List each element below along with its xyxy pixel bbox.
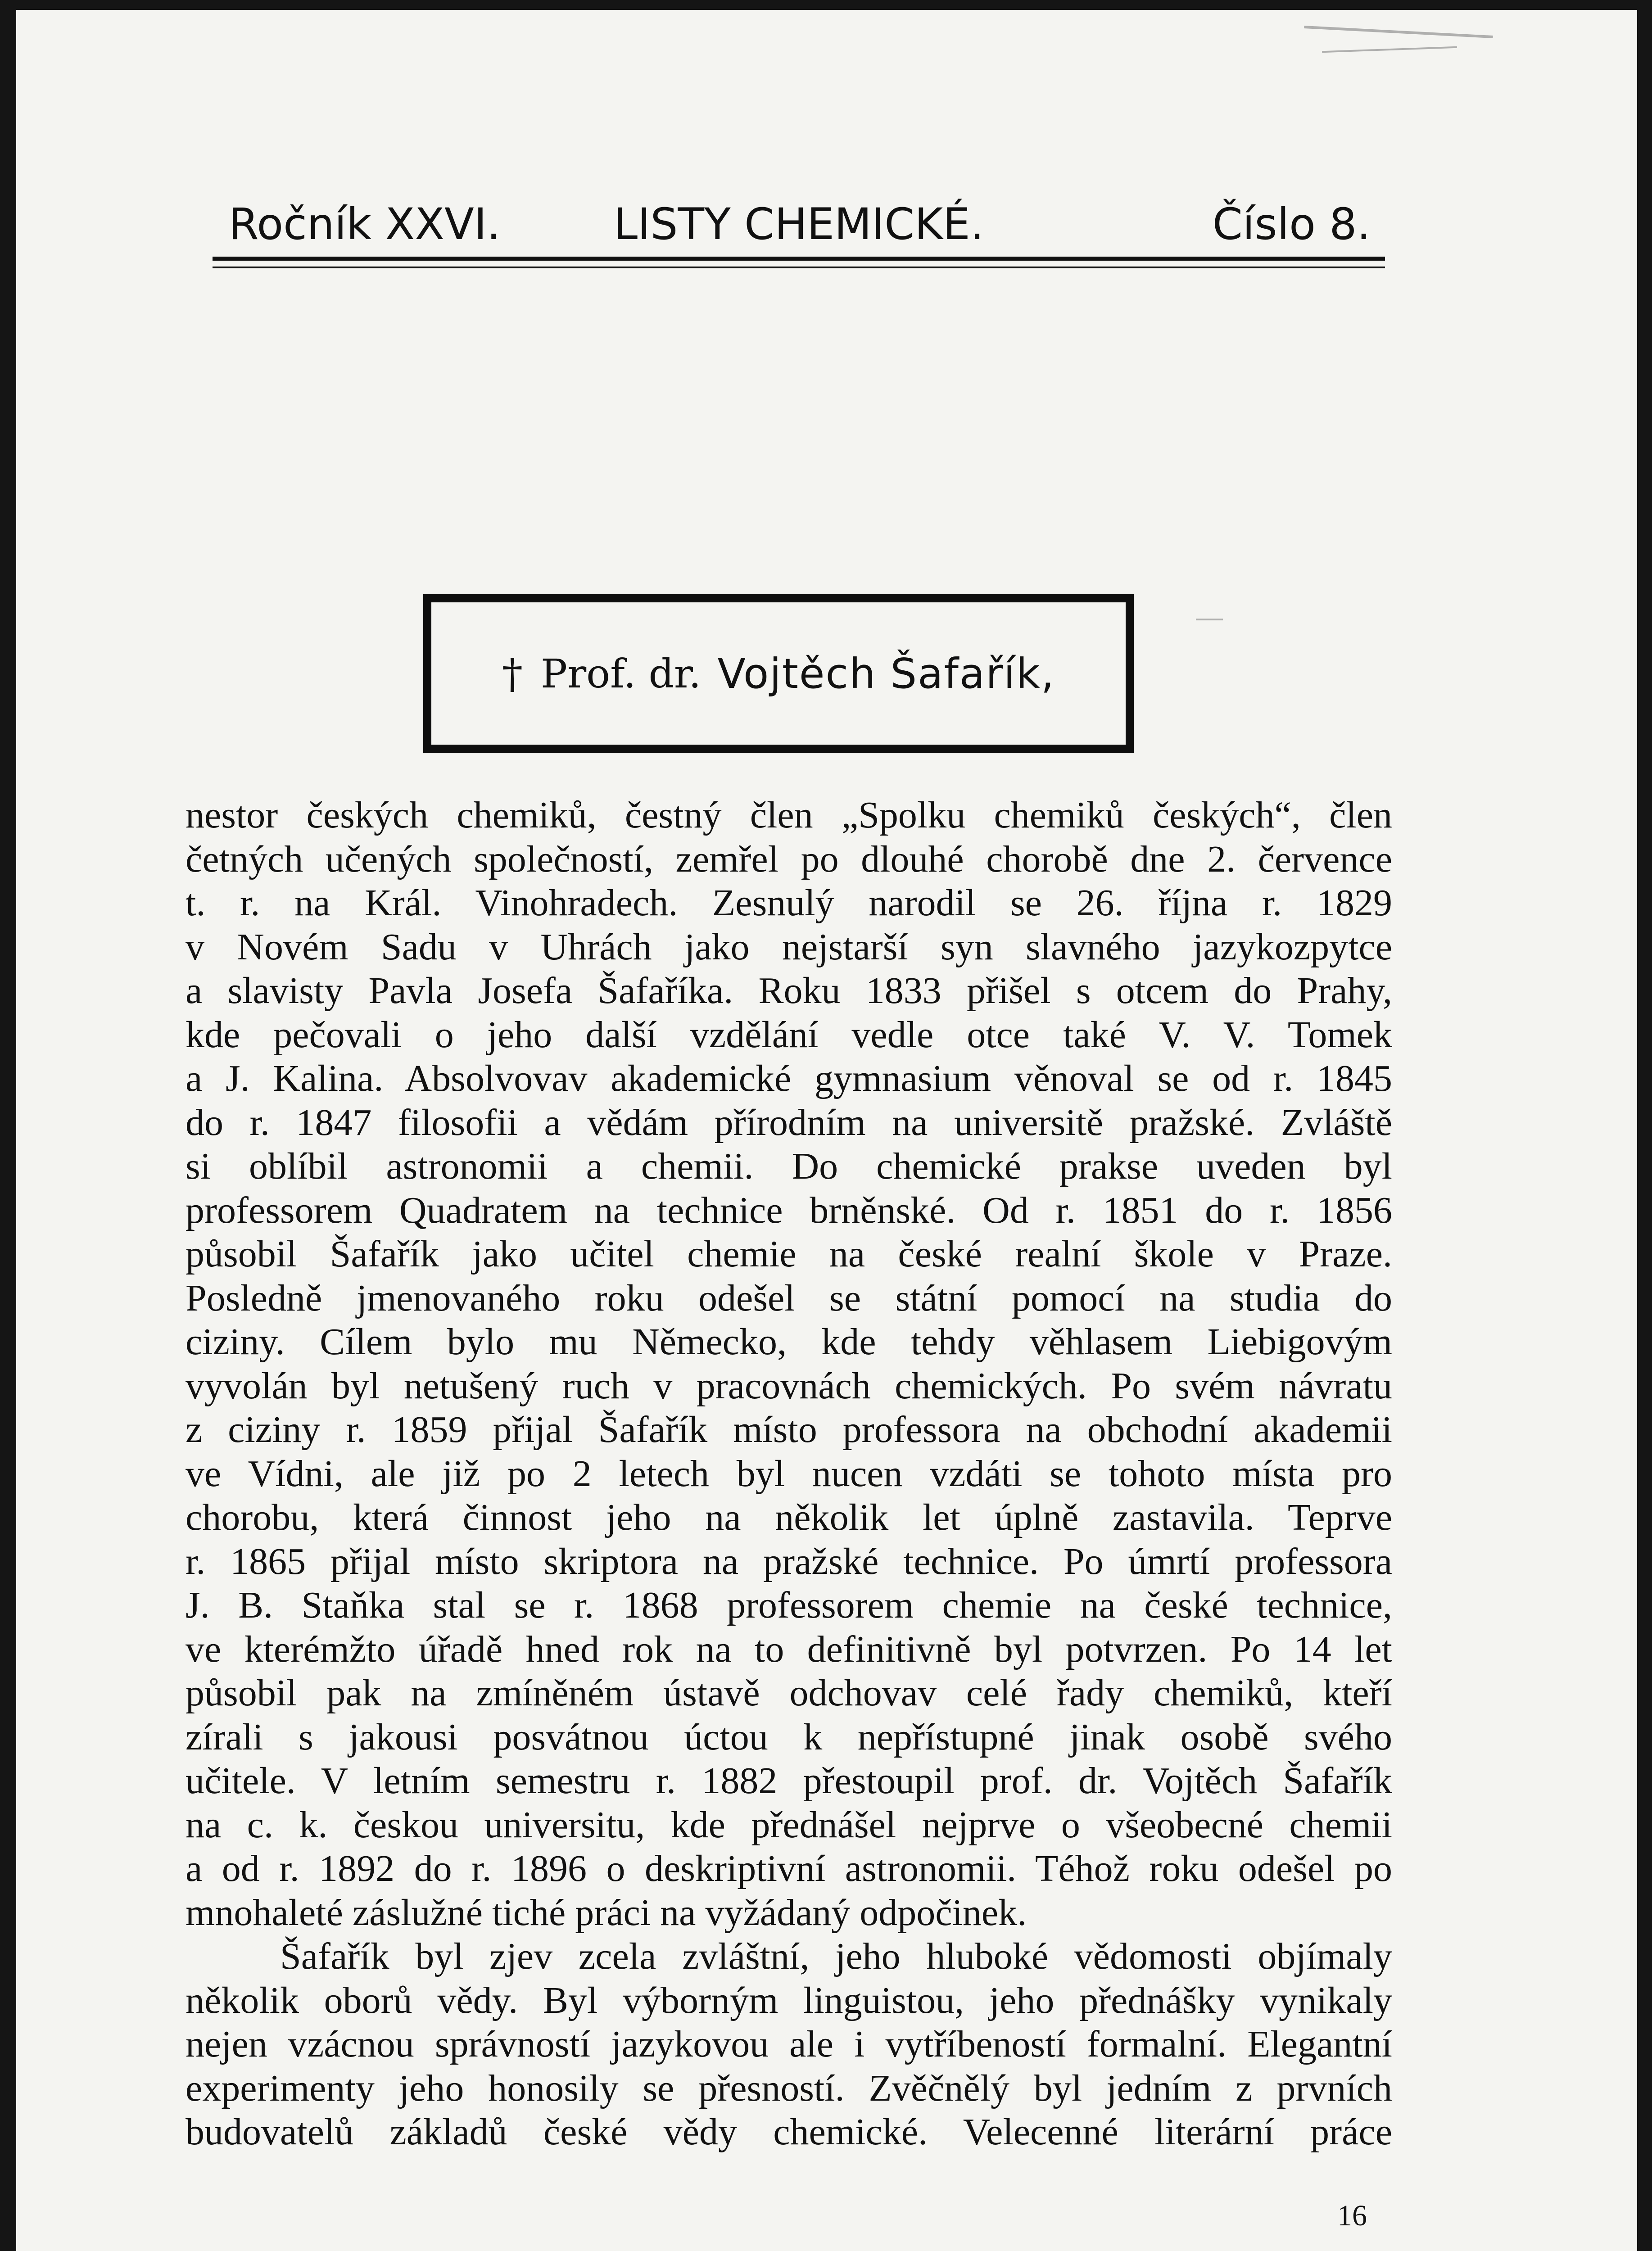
header-rule-thin [213, 267, 1385, 268]
obituary-academic-title: Prof. dr. [540, 650, 702, 697]
text-line: Posledně jmenovaného roku odešel se státní pomocí na studia do [186, 1277, 1392, 1319]
text-line: ve kterémžto úřadě hned rok na to definitivně byl potvrzen. Po 14 let [186, 1628, 1392, 1670]
paragraph-2 [186, 1935, 1392, 2154]
text-line: četných učených společností, zemřel po dlouhé chorobě dne 2. července [186, 838, 1392, 880]
scanned-page [16, 10, 1637, 2251]
scan-smudge [1196, 619, 1223, 620]
header-rule-thick [213, 257, 1385, 261]
text-line: a slavisty Pavla Josefa Šafaříka. Roku 1833 přišel s otcem do Prahy, [186, 970, 1392, 1012]
obituary-title-box [423, 594, 1134, 753]
scan-smudge [1322, 46, 1457, 53]
text-line: a J. Kalina. Absolvovav akademické gymnasium věnoval se od r. 1845 [186, 1058, 1392, 1099]
paragraph-1 [186, 793, 1392, 1935]
obituary-name: Vojtěch Šafařík, [717, 649, 1055, 698]
text-line: r. 1865 přijal místo skriptora na pražské technice. Po úmrtí professora [186, 1540, 1392, 1582]
text-line: t. r. na Král. Vinohradech. Zesnulý narodil se 26. října r. 1829 [186, 882, 1392, 924]
page-number: 16 [1337, 2199, 1367, 2232]
text-line: působil Šafařík jako učitel chemie na české realní škole v Praze. [186, 1233, 1392, 1275]
scan-smudge [1304, 26, 1493, 38]
text-line: působil pak na zmíněném ústavě odchovav celé řady chemiků, kteří [186, 1672, 1392, 1714]
text-line: zírali s jakousi posvátnou úctou k nepřístupné jinak osobě svého [186, 1716, 1392, 1758]
volume-label: Ročník XXVI. [229, 199, 501, 249]
text-line: Šafařík byl zjev zcela zvláštní, jeho hluboké vědomosti objímaly [280, 1935, 1392, 1977]
text-line: J. B. Staňka stal se r. 1868 professorem chemie na české technice, [186, 1584, 1392, 1626]
text-line: ciziny. Cílem bylo mu Německo, kde tehdy věhlasem Liebigovým [186, 1321, 1392, 1363]
issue-number: Číslo 8. [1212, 199, 1371, 249]
text-line: kde pečovali o jeho další vzdělání vedle otce také V. V. Tomek [186, 1013, 1392, 1056]
text-line: professorem Quadratem na technice brněnské. Od r. 1851 do r. 1856 [186, 1189, 1392, 1231]
text-line: v Novém Sadu v Uhrách jako nejstarší syn slavného jazykozpytce [186, 926, 1392, 968]
text-line: do r. 1847 filosofii a vědám přírodním na universitě pražské. Zvláště [186, 1101, 1392, 1144]
text-line: z ciziny r. 1859 přijal Šafařík místo professora na obchodní akademii [186, 1409, 1392, 1451]
text-line: několik oborů vědy. Byl výborným linguistou, jeho přednášky vynikaly [186, 1979, 1392, 2021]
text-line: na c. k. českou universitu, kde přednášel nejprve o všeobecné chemii [186, 1804, 1392, 1846]
text-line: mnohaleté záslužné tiché práci na vyžádaný odpočinek. [186, 1891, 1027, 1934]
cross-icon: † [502, 649, 523, 698]
journal-title: LISTY CHEMICKÉ. [613, 199, 984, 249]
text-line: učitele. V letním semestru r. 1882 přestoupil prof. dr. Vojtěch Šafařík [186, 1760, 1392, 1802]
text-line: vyvolán byl netušený ruch v pracovnách chemických. Po svém návratu [186, 1365, 1392, 1407]
running-header [213, 199, 1385, 262]
text-line: si oblíbil astronomii a chemii. Do chemické prakse uveden byl [186, 1145, 1392, 1187]
text-line: ve Vídni, ale již po 2 letech byl nucen vzdáti se tohoto místa pro [186, 1452, 1392, 1495]
article-body [186, 793, 1392, 2154]
text-line: experimenty jeho honosily se přesností. Zvěčnělý byl jedním z prvních [186, 2067, 1392, 2109]
text-line: a od r. 1892 do r. 1896 o deskriptivní astronomii. Téhož roku odešel po [186, 1848, 1392, 1889]
text-line: nejen vzácnou správností jazykovou ale i vytříbeností formalní. Elegantní [186, 2023, 1392, 2065]
text-line: budovatelů základů české vědy chemické. Velecenné literární práce [186, 2111, 1392, 2153]
text-line: nestor českých chemiků, čestný člen „Spolku chemiků českých“, člen [186, 794, 1392, 836]
text-line: chorobu, která činnost jeho na několik let úplně zastavila. Teprve [186, 1496, 1392, 1538]
